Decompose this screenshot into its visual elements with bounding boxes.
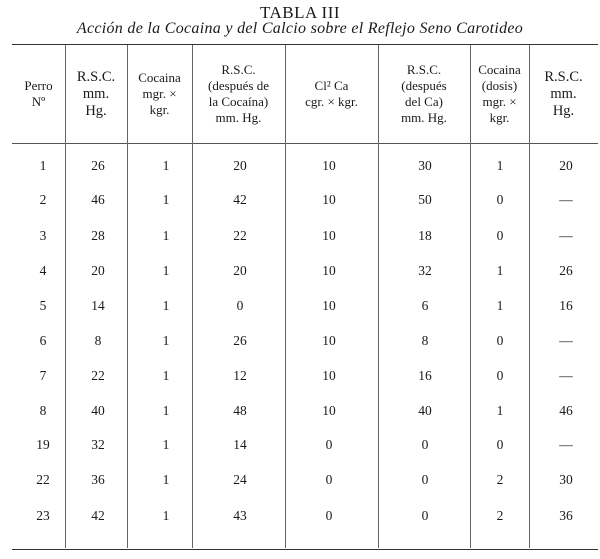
table-cell: 23 <box>36 508 50 523</box>
table-cell: 42 <box>91 508 105 523</box>
table-cell: 1 <box>162 333 170 348</box>
table-cell: — <box>559 192 573 207</box>
table-cell: 1 <box>496 158 504 173</box>
table-cell: 50 <box>418 192 432 207</box>
table-cell: 22 <box>36 472 50 487</box>
column-header: Cocaina (dosis) mgr. × kgr. <box>478 62 521 125</box>
table-cell: 43 <box>233 508 247 523</box>
table-cell: 10 <box>322 403 336 418</box>
table-cell: 1 <box>496 298 504 313</box>
table-subtitle: Acción de la Cocaina y del Calcio sobre el Reflejo Seno Carotideo <box>76 20 524 37</box>
table-cell: 3 <box>39 228 47 243</box>
table-cell: — <box>559 228 573 243</box>
column-header: Cocaina mgr. × kgr. <box>138 70 181 117</box>
table-cell: 5 <box>39 298 47 313</box>
table-cell: 10 <box>322 158 336 173</box>
table-cell: 0 <box>421 437 429 452</box>
table-cell: 0 <box>496 368 504 383</box>
table-cell: 10 <box>322 228 336 243</box>
table-cell: 6 <box>421 298 429 313</box>
table-cell: 10 <box>322 333 336 348</box>
table-cell: 24 <box>233 472 247 487</box>
table-cell: 22 <box>91 368 105 383</box>
table-cell: 30 <box>559 472 573 487</box>
table-cell: 42 <box>233 192 247 207</box>
column-header: R.S.C. (después del Ca) mm. Hg. <box>401 62 447 125</box>
table-cell: 22 <box>233 228 247 243</box>
table-cell: 10 <box>322 192 336 207</box>
table-title: TABLA III <box>259 3 341 22</box>
table-cell: 10 <box>322 368 336 383</box>
table-cell: 48 <box>233 403 247 418</box>
table-cell: 14 <box>233 437 247 452</box>
table-cell: — <box>559 437 573 452</box>
table-cell: 1 <box>496 403 504 418</box>
bottom-rule <box>12 549 598 550</box>
table-cell: 0 <box>496 437 504 452</box>
table-cell: 0 <box>496 192 504 207</box>
table-cell: 0 <box>421 508 429 523</box>
table-cell: 16 <box>559 298 573 313</box>
column-header: Perro Nº <box>24 78 53 109</box>
table-cell: 0 <box>496 333 504 348</box>
table-cell: 8 <box>94 333 102 348</box>
column-header: R.S.C. (después de la Cocaína) mm. Hg. <box>207 62 269 125</box>
table-cell: 19 <box>36 437 50 452</box>
table-cell: 12 <box>233 368 247 383</box>
table-cell: 16 <box>418 368 432 383</box>
table-cell: 32 <box>91 437 105 452</box>
table-cell: 14 <box>91 298 105 313</box>
table-cell: 1 <box>162 298 170 313</box>
table-cell: 1 <box>162 508 170 523</box>
table-cell: 26 <box>233 333 247 348</box>
table-cell: 0 <box>236 298 244 313</box>
table-cell: 28 <box>91 228 105 243</box>
table-cell: — <box>559 333 573 348</box>
table-cell: 40 <box>91 403 105 418</box>
column-header: R.S.C. mm. Hg. <box>544 68 583 119</box>
table-cell: 20 <box>91 263 105 278</box>
table-cell: 26 <box>91 158 105 173</box>
table-cell: 10 <box>322 298 336 313</box>
table-cell: 1 <box>162 228 170 243</box>
table-cell: 1 <box>39 158 47 173</box>
table-cell: 0 <box>325 437 333 452</box>
column-header: Cl² Ca cgr. × kgr. <box>305 78 358 109</box>
table-cell: 46 <box>91 192 105 207</box>
table-cell: 32 <box>418 263 432 278</box>
table-cell: 26 <box>559 263 573 278</box>
table-cell: 0 <box>325 472 333 487</box>
table-cell: 18 <box>418 228 432 243</box>
table-cell: 20 <box>233 263 247 278</box>
table-cell: 8 <box>421 333 429 348</box>
table-cell: 6 <box>39 333 47 348</box>
table-cell: 20 <box>233 158 247 173</box>
table-cell: 4 <box>39 263 47 278</box>
table-cell: 2 <box>496 472 504 487</box>
table-cell: 1 <box>162 403 170 418</box>
table-cell: 1 <box>162 192 170 207</box>
table-cell: 36 <box>91 472 105 487</box>
table-cell: 1 <box>162 158 170 173</box>
table-cell: 2 <box>496 508 504 523</box>
table-cell: 0 <box>325 508 333 523</box>
table-cell: — <box>559 368 573 383</box>
table-cell: 1 <box>162 263 170 278</box>
table-cell: 8 <box>39 403 47 418</box>
header-rule <box>12 143 598 144</box>
table-cell: 7 <box>39 368 47 383</box>
table-cell: 36 <box>559 508 573 523</box>
table-cell: 0 <box>496 228 504 243</box>
table-cell: 10 <box>322 263 336 278</box>
table-cell: 1 <box>162 437 170 452</box>
table-cell: 40 <box>418 403 432 418</box>
table-cell: 2 <box>39 192 47 207</box>
table-cell: 0 <box>421 472 429 487</box>
table-cell: 1 <box>496 263 504 278</box>
table-cell: 1 <box>162 368 170 383</box>
table-cell: 1 <box>162 472 170 487</box>
column-header: R.S.C. mm. Hg. <box>76 68 116 119</box>
table-cell: 46 <box>559 403 573 418</box>
table-cell: 30 <box>418 158 432 173</box>
table-cell: 20 <box>559 158 573 173</box>
